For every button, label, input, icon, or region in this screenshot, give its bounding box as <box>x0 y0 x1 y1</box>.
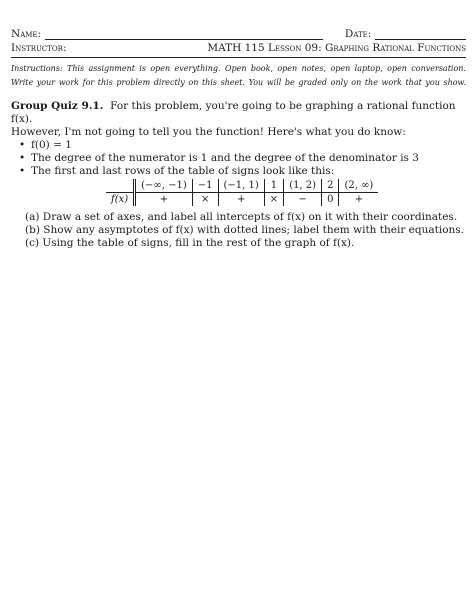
quiz-intro-text-1: For this problem, you're going to be graphing a rational function f(x). <box>11 100 456 125</box>
sign-table-row-label: f(x) <box>111 194 129 205</box>
task-c: (c) Using the table of signs, fill in the rest of the graph of f(x). <box>25 237 355 249</box>
quiz-intro-text-2: However, I'm not going to tell you the function! Here's what you do know: <box>11 126 406 138</box>
date-label: Date: <box>344 28 372 40</box>
sign-table-point: 2 <box>322 179 339 193</box>
known-facts-list <box>11 139 466 178</box>
fact-sign-table: • The first and last rows of the table of signs look like this: <box>31 165 466 178</box>
name-label: Name: <box>11 28 42 40</box>
sign-table-point: −1 <box>192 179 218 193</box>
worksheet-page <box>11 26 466 250</box>
sign-table-cell: 0 <box>322 193 339 207</box>
task-a: (a) Draw a set of axes, and label all intercepts of f(x) on it with their coordinates. <box>25 211 458 223</box>
sign-table-interval: (1, 2) <box>284 179 322 193</box>
course-title: MATH 115 Lesson 09: Graphing Rational Functions <box>207 42 466 54</box>
instructions-block <box>11 62 466 90</box>
sign-table-interval: (2, ∞) <box>339 179 378 193</box>
instructions-line-2: Write your work for this problem directly on this sheet. You will be graded only on the work that you show. <box>11 78 466 87</box>
instructor-title-row <box>11 42 466 54</box>
task-b: (b) Show any asymptotes of f(x) with dotted lines; label them with their equations. <box>25 224 465 236</box>
sign-table-cell: × <box>192 193 218 207</box>
instructions-line-1: Instructions: This assignment is open everything. Open book, open notes, open laptop, open conversation. <box>11 64 466 73</box>
sign-table-cell: + <box>339 193 378 207</box>
sign-table-interval-row <box>106 179 378 193</box>
sign-table-interval: (−1, 1) <box>218 179 264 193</box>
quiz-title: Group Quiz 9.1. <box>11 100 104 112</box>
sign-table-cell: × <box>264 193 283 207</box>
task-list <box>11 211 466 250</box>
sign-table <box>106 179 378 206</box>
name-date-row <box>11 26 466 40</box>
name-blank-line[interactable] <box>45 29 323 40</box>
sign-table-corner-cell <box>106 179 135 193</box>
sign-table-point: 1 <box>264 179 283 193</box>
sign-table-cell: − <box>284 193 322 207</box>
sign-table-cell: + <box>218 193 264 207</box>
fact-degrees: • The degree of the numerator is 1 and the degree of the denominator is 3 <box>31 152 466 165</box>
quiz-intro <box>11 100 466 139</box>
quiz-intro-line-1 <box>11 100 466 126</box>
sign-table-interval: (−∞, −1) <box>135 179 193 193</box>
date-blank-line[interactable] <box>375 29 466 40</box>
fact-value-at-zero: • f(0) = 1 <box>31 139 466 152</box>
sign-table-cell: + <box>135 193 193 207</box>
header-divider <box>11 57 466 58</box>
sign-table-value-row <box>106 193 378 207</box>
instructor-label: Instructor: <box>11 42 67 54</box>
